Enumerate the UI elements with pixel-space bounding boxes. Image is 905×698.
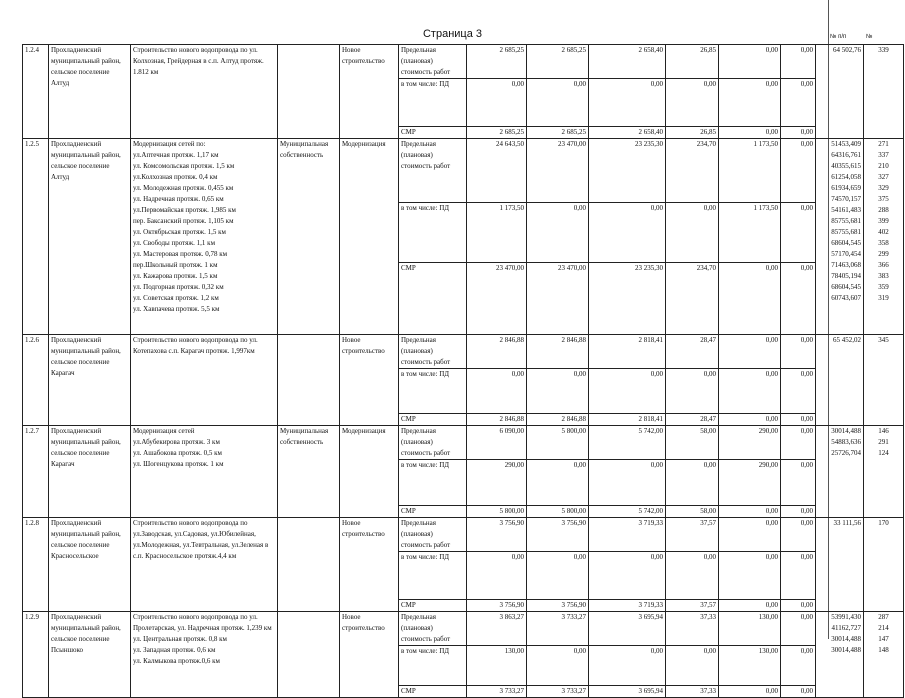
object-line: ул. Комсомольская протяж. 1,5 км	[133, 162, 235, 170]
ownership-cell	[278, 518, 340, 612]
position-value: 383	[878, 272, 889, 280]
object-line: ул. Ашабокова протяж. 0,5 км	[133, 449, 222, 457]
amount-cell: 0,00	[781, 414, 816, 426]
amount-cell: 28,47	[666, 414, 719, 426]
amount-cell: 0,00	[781, 139, 816, 203]
cost-type-label: Предельная (плановая) стоимость работ	[399, 426, 467, 460]
amount-cell: 3 719,33	[589, 600, 666, 612]
row-number: 1.2.8	[23, 518, 49, 612]
amount-cell: 0,00	[589, 552, 666, 600]
ownership-cell: Муниципальная собственность	[278, 426, 340, 518]
amount-cell: 0,00	[781, 369, 816, 414]
extra-value-cell	[816, 45, 864, 139]
amount-cell: 3 719,33	[589, 518, 666, 552]
amount-cell: 0,00	[527, 369, 589, 414]
amount-cell: 234,70	[666, 139, 719, 203]
position-cell	[864, 612, 904, 698]
amount-cell: 0,00	[781, 203, 816, 263]
object-line: ул. Подгорная протяж. 0,32 км	[133, 283, 224, 291]
amount-cell: 2 685,25	[467, 127, 527, 139]
row-number: 1.2.5	[23, 139, 49, 335]
cost-type-label: в том числе: ПД	[399, 552, 467, 600]
amount-cell: 0,00	[467, 79, 527, 127]
amount-cell: 0,00	[589, 203, 666, 263]
object-cell	[131, 612, 278, 698]
extra-value: 85755,681	[831, 217, 861, 225]
cost-type-label: СМР	[399, 506, 467, 518]
extra-value: 61254,058	[831, 173, 861, 181]
table-row	[23, 518, 904, 552]
position-value: 359	[878, 283, 889, 291]
amount-cell: 0,00	[781, 646, 816, 686]
object-cell	[131, 426, 278, 518]
amount-cell: 2 658,40	[589, 127, 666, 139]
position-value: 319	[878, 294, 889, 302]
amount-cell: 26,85	[666, 127, 719, 139]
work-type-cell: Новое строительство	[340, 45, 399, 139]
table-row	[23, 139, 904, 203]
position-value: 287	[878, 613, 889, 621]
cost-type-label: в том числе: ПД	[399, 646, 467, 686]
ownership-cell: Муниципальная собственность	[278, 139, 340, 335]
amount-cell: 3 756,90	[527, 600, 589, 612]
amount-cell: 0,00	[719, 79, 781, 127]
amount-cell: 0,00	[589, 460, 666, 506]
position-value: 339	[878, 46, 889, 54]
table-row	[23, 335, 904, 369]
extra-value: 60743,607	[831, 294, 861, 302]
cost-type-label: СМР	[399, 414, 467, 426]
position-value: 124	[878, 449, 889, 457]
object-line: ул. Октябрьская протяж. 1,5 км	[133, 228, 226, 236]
ownership-cell	[278, 612, 340, 698]
amount-cell: 0,00	[719, 600, 781, 612]
amount-cell: 0,00	[719, 552, 781, 600]
amount-cell: 0,00	[527, 79, 589, 127]
amount-cell: 2 685,25	[527, 45, 589, 79]
position-value: 366	[878, 261, 889, 269]
amount-cell: 0,00	[781, 335, 816, 369]
extra-value: 41162,727	[831, 624, 861, 632]
district-cell: Прохладненский муниципальный район, сельское поселение Алтуд	[49, 139, 131, 335]
amount-cell: 0,00	[719, 506, 781, 518]
amount-cell: 234,70	[666, 263, 719, 335]
object-line: ул. Западная протяж. 0,6 км	[133, 646, 216, 654]
extra-value: 25726,704	[831, 449, 861, 457]
position-value: 170	[878, 519, 889, 527]
amount-cell: 2 685,25	[527, 127, 589, 139]
position-cell	[864, 426, 904, 518]
extra-value: 78405,194	[831, 272, 861, 280]
position-value: 375	[878, 195, 889, 203]
amount-cell: 0,00	[781, 518, 816, 552]
amount-cell: 0,00	[781, 460, 816, 506]
amount-cell: 23 470,00	[467, 263, 527, 335]
extra-value: 85755,681	[831, 228, 861, 236]
amount-cell: 1 173,50	[719, 203, 781, 263]
cost-type-label: в том числе: ПД	[399, 203, 467, 263]
amount-cell: 5 800,00	[467, 506, 527, 518]
extra-value: 61934,659	[831, 184, 861, 192]
amount-cell: 2 846,88	[527, 414, 589, 426]
amount-cell: 23 235,30	[589, 139, 666, 203]
amount-cell: 3 733,27	[527, 612, 589, 646]
extra-value: 68604,545	[831, 239, 861, 247]
extra-value: 54161,483	[831, 206, 861, 214]
amount-cell: 3 733,27	[467, 686, 527, 698]
object-line: ул. Свободы протяж. 1,1 км	[133, 239, 215, 247]
extra-value: 71463,068	[831, 261, 861, 269]
amount-cell: 2 846,88	[527, 335, 589, 369]
amount-cell: 5 800,00	[527, 506, 589, 518]
cost-type-label: Предельная (плановая) стоимость работ	[399, 518, 467, 552]
cost-type-label: СМР	[399, 600, 467, 612]
position-value: 337	[878, 151, 889, 159]
amount-cell: 23 470,00	[527, 263, 589, 335]
amount-cell: 58,00	[666, 506, 719, 518]
table-row	[23, 612, 904, 646]
amount-cell: 130,00	[719, 612, 781, 646]
object-cell	[131, 518, 278, 612]
table-row	[23, 426, 904, 460]
amount-cell: 0,00	[467, 552, 527, 600]
extra-value: 64316,761	[831, 151, 861, 159]
amount-cell: 37,57	[666, 600, 719, 612]
position-value: 329	[878, 184, 889, 192]
object-line: ул. Надречная протяж. 0,65 км	[133, 195, 224, 203]
amount-cell: 58,00	[666, 426, 719, 460]
cost-type-label: Предельная (плановая) стоимость работ	[399, 139, 467, 203]
amount-cell: 0,00	[589, 79, 666, 127]
position-value: 327	[878, 173, 889, 181]
district-cell: Прохладненский муниципальный район, сельское поселение Алтуд	[49, 45, 131, 139]
amount-cell: 0,00	[781, 612, 816, 646]
amount-cell: 0,00	[781, 686, 816, 698]
extra-value-cell	[816, 139, 864, 335]
position-cell	[864, 518, 904, 612]
amount-cell: 0,00	[467, 369, 527, 414]
amount-cell: 2 685,25	[467, 45, 527, 79]
position-value: 358	[878, 239, 889, 247]
extra-value: 53991,430	[831, 613, 861, 621]
amount-cell: 2 846,88	[467, 414, 527, 426]
extra-value-cell	[816, 426, 864, 518]
extra-value: 74570,157	[831, 195, 861, 203]
amount-cell: 23 470,00	[527, 139, 589, 203]
amount-cell: 0,00	[719, 263, 781, 335]
position-value: 146	[878, 427, 889, 435]
amount-cell: 0,00	[781, 79, 816, 127]
amount-cell: 2 818,41	[589, 414, 666, 426]
column-header-position: №	[866, 34, 873, 40]
amount-cell: 0,00	[781, 600, 816, 612]
object-line: Модернизация сетей по:	[133, 140, 206, 148]
amount-cell: 5 742,00	[589, 426, 666, 460]
amount-cell: 28,47	[666, 335, 719, 369]
object-line: пер. Баксанский протяж. 1,105 км	[133, 217, 234, 225]
object-line: ул. Молодежная протяж. 0,455 км	[133, 184, 234, 192]
amount-cell: 0,00	[781, 45, 816, 79]
ownership-cell	[278, 335, 340, 426]
extra-value: 68604,545	[831, 283, 861, 291]
object-line: ул. Калмыкова протяж.0,6 км	[133, 657, 220, 665]
extra-value-cell	[816, 612, 864, 698]
position-value: 214	[878, 624, 889, 632]
object-cell	[131, 45, 278, 139]
amount-cell: 3 756,90	[467, 518, 527, 552]
amount-cell: 3 756,90	[467, 600, 527, 612]
cost-type-label: в том числе: ПД	[399, 369, 467, 414]
amount-cell: 0,00	[666, 369, 719, 414]
amount-cell: 3 733,27	[527, 686, 589, 698]
row-number: 1.2.7	[23, 426, 49, 518]
object-line: Строительство нового водопровода по ул.Заводская, ул.Садовая, ул.Юбилейная, ул.Молодежная, ул.Тевтральная, ул.Зеленая в с.п. Красносельское протяж.4,4 км	[133, 519, 269, 560]
row-number: 1.2.6	[23, 335, 49, 426]
amount-cell: 5 800,00	[527, 426, 589, 460]
amount-cell: 0,00	[719, 518, 781, 552]
amount-cell: 0,00	[666, 79, 719, 127]
position-value: 291	[878, 438, 889, 446]
amount-cell: 0,00	[666, 460, 719, 506]
object-line: Модернизация сетей	[133, 427, 195, 435]
position-value: 345	[878, 336, 889, 344]
position-value: 288	[878, 206, 889, 214]
amount-cell: 0,00	[527, 646, 589, 686]
district-cell: Прохладненский муниципальный район, сельское поселение Красносельское	[49, 518, 131, 612]
table-row	[23, 45, 904, 79]
amount-cell: 290,00	[719, 426, 781, 460]
cost-type-label: Предельная (плановая) стоимость работ	[399, 335, 467, 369]
amount-cell: 23 235,30	[589, 263, 666, 335]
work-type-cell: Новое строительство	[340, 335, 399, 426]
cost-type-label: Предельная (плановая) стоимость работ	[399, 612, 467, 646]
ownership-cell	[278, 45, 340, 139]
work-type-cell: Модернизация	[340, 139, 399, 335]
extra-value: 54883,636	[831, 438, 861, 446]
amount-cell: 0,00	[719, 686, 781, 698]
amount-cell: 5 742,00	[589, 506, 666, 518]
amount-cell: 0,00	[781, 426, 816, 460]
amount-cell: 0,00	[781, 127, 816, 139]
extra-value: 30014,488	[831, 635, 861, 643]
amount-cell: 3 756,90	[527, 518, 589, 552]
amount-cell: 3 695,94	[589, 612, 666, 646]
extra-value: 40355,615	[831, 162, 861, 170]
extra-value: 33 111,56	[833, 519, 861, 527]
amount-cell: 0,00	[781, 263, 816, 335]
amount-cell: 3 863,27	[467, 612, 527, 646]
work-type-cell: Новое строительство	[340, 612, 399, 698]
cost-type-label: Предельная (плановая) стоимость работ	[399, 45, 467, 79]
district-cell: Прохладненский муниципальный район, сельское поселение Карагач	[49, 426, 131, 518]
amount-cell: 0,00	[666, 646, 719, 686]
amount-cell: 6 090,00	[467, 426, 527, 460]
amount-cell: 3 695,94	[589, 686, 666, 698]
amount-cell: 0,00	[719, 369, 781, 414]
object-line: Строительство нового водопровода по ул. Котепахова с.п. Карагач протяж. 1,997км	[133, 336, 258, 355]
object-line: ул. Хавпачева протяж. 5,5 км	[133, 305, 220, 313]
amount-cell: 26,85	[666, 45, 719, 79]
extra-value: 30014,488	[831, 427, 861, 435]
amount-cell: 37,33	[666, 612, 719, 646]
extra-value: 65 452,02	[833, 336, 861, 344]
object-line: Строительство нового водопровода по ул. Пролетарская, ул. Надречная протяж. 1,239 км	[133, 613, 272, 632]
cost-type-label: в том числе: ПД	[399, 79, 467, 127]
position-value: 399	[878, 217, 889, 225]
position-value: 210	[878, 162, 889, 170]
cost-type-label: в том числе: ПД	[399, 460, 467, 506]
page-title: Страница 3	[422, 28, 483, 40]
row-number: 1.2.9	[23, 612, 49, 698]
extra-value-cell	[816, 518, 864, 612]
object-line: ул. Шогенцукова протяж. 1 км	[133, 460, 224, 468]
amount-cell: 290,00	[467, 460, 527, 506]
object-line: ул. Кажарова протяж. 1,5 км	[133, 272, 218, 280]
object-line: ул.Колхозная протяж. 0,4 км	[133, 173, 218, 181]
position-cell	[864, 45, 904, 139]
column-header-no: № п/п	[830, 34, 847, 40]
district-cell: Прохладненский муниципальный район, сельское поселение Карагач	[49, 335, 131, 426]
amount-cell: 2 658,40	[589, 45, 666, 79]
amount-cell: 0,00	[719, 45, 781, 79]
amount-cell: 1 173,50	[467, 203, 527, 263]
cost-type-label: СМР	[399, 686, 467, 698]
position-value: 147	[878, 635, 889, 643]
position-value: 148	[878, 646, 889, 654]
district-cell: Прохладненский муниципальный район, сельское поселение Псыншоко	[49, 612, 131, 698]
amount-cell: 0,00	[589, 369, 666, 414]
amount-cell: 0,00	[666, 552, 719, 600]
amount-cell: 0,00	[666, 203, 719, 263]
amount-cell: 37,57	[666, 518, 719, 552]
amount-cell: 0,00	[719, 414, 781, 426]
position-value: 402	[878, 228, 889, 236]
object-line: Строительство нового водопровода по ул. Колхозная, Грейдерная в с.п. Алтуд протяж. 1.812 км	[133, 46, 264, 76]
amount-cell: 1 173,50	[719, 139, 781, 203]
extra-value: 51453,409	[831, 140, 861, 148]
amount-cell: 0,00	[781, 506, 816, 518]
object-line: ул.Абубекирова протяж. 3 км	[133, 438, 220, 446]
object-line: ул. Мастеровая протяж. 0,78 км	[133, 250, 228, 258]
position-value: 299	[878, 250, 889, 258]
object-cell	[131, 139, 278, 335]
object-line: пер.Школьный протяж. 1 км	[133, 261, 218, 269]
position-cell	[864, 139, 904, 335]
position-value: 271	[878, 140, 889, 148]
extra-value: 57170,454	[831, 250, 861, 258]
cost-type-label: СМР	[399, 127, 467, 139]
amount-cell: 2 818,41	[589, 335, 666, 369]
amount-cell: 0,00	[781, 552, 816, 600]
amount-cell: 0,00	[719, 127, 781, 139]
extra-value-cell	[816, 335, 864, 426]
amount-cell: 130,00	[719, 646, 781, 686]
position-cell	[864, 335, 904, 426]
object-line: ул. Советская протяж. 1,2 км	[133, 294, 219, 302]
work-type-cell: Модернизация	[340, 426, 399, 518]
amount-cell: 0,00	[719, 335, 781, 369]
amount-cell: 24 643,50	[467, 139, 527, 203]
amount-cell: 0,00	[527, 552, 589, 600]
object-line: ул.Аптечная протяж. 1,17 км	[133, 151, 219, 159]
amount-cell: 2 846,88	[467, 335, 527, 369]
amount-cell: 130,00	[467, 646, 527, 686]
object-line: ул. Центральная протяж. 0,8 км	[133, 635, 227, 643]
work-type-cell: Новое строительство	[340, 518, 399, 612]
amount-cell: 0,00	[527, 460, 589, 506]
amount-cell: 0,00	[589, 646, 666, 686]
row-number: 1.2.4	[23, 45, 49, 139]
cost-type-label: СМР	[399, 263, 467, 335]
amount-cell: 37,33	[666, 686, 719, 698]
amount-cell: 290,00	[719, 460, 781, 506]
extra-value: 30014,488	[831, 646, 861, 654]
object-line: ул.Первомайская протяж. 1,985 км	[133, 206, 236, 214]
budget-table-body	[23, 45, 904, 698]
budget-table	[22, 44, 904, 698]
extra-value: 64 502,76	[833, 46, 861, 54]
object-cell	[131, 335, 278, 426]
amount-cell: 0,00	[527, 203, 589, 263]
